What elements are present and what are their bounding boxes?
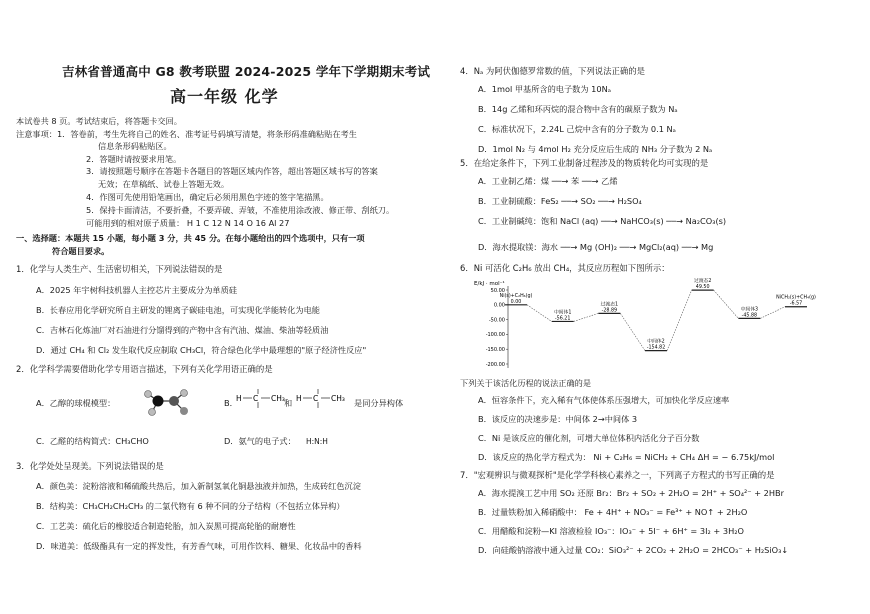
svg-text:H: H (296, 394, 302, 403)
state-value-label: -45.88 (741, 313, 758, 319)
instruction-line: 无效；在草稿纸、试卷上答题无效。 (98, 179, 230, 189)
instruction-line: 5．保持卡面清洁，不要折叠，不要弄破、弄皱，不准使用涂改液、修正带、刮纸刀。 (86, 205, 395, 215)
chart-ylabel: E/kJ · mol⁻¹ (474, 281, 505, 287)
q3-option-d: D．味道美：低级酯具有一定的挥发性，有芳香气味，可用作饮料、糖果、化妆品中的香料 (36, 541, 362, 551)
instruction-line: 信息条形码粘贴区。 (98, 141, 172, 151)
q1-option-c: C．吉林石化炼油厂对石油进行分馏得到的产物中含有汽油、煤油、柴油等轻质油 (36, 325, 329, 335)
q5-option-c: C．工业制碱纯：饱和 NaCl (aq) ──→ NaHCO₃(s) ──→ Na₂CO₃(s) (478, 216, 727, 226)
y-tick-label: -100.00 (485, 332, 505, 339)
atomic-mass-line: 可能用到的相对原子质量： H 1 C 12 N 14 O 16 Al 27 (86, 218, 290, 228)
q4-option-a: A．1mol 甲基所含的电子数为 10Nₐ (478, 84, 611, 94)
svg-text:C: C (313, 394, 319, 403)
q1-option-b: B．长春应用化学研究所自主研发的锂离子碳硅电池，可实现化学能转化为电能 (36, 305, 320, 315)
q2-option-c: C．乙醛的结构简式：CH₃CHO (36, 436, 149, 446)
q7-option-d: D．向硅酸钠溶液中通入过量 CO₂：SiO₃²⁻ + 2CO₂ + 2H₂O = 2HCO₃⁻ + H₂SiO₃↓ (478, 545, 789, 555)
instruction-line: 3．请按照题号顺序在答题卡各题目的答题区域内作答，超出答题区域书写的答案 (86, 166, 378, 176)
state-label: NiCH₂(s)+CH₄(g) (776, 295, 816, 301)
energy-connector (667, 290, 692, 350)
state-value-label: -28.89 (601, 308, 618, 314)
state-label: 过渡态2 (693, 279, 712, 285)
instruction-line: 4．作图可先使用铅笔画出，确定后必须用黑色字迹的签字笔描黑。 (86, 192, 329, 202)
structural-formula-2 (294, 386, 356, 420)
q1-option-a: A．2025 年宇树科技机器人主控芯片主要成分为单质硅 (36, 285, 237, 295)
svg-text:CH₃: CH₃ (331, 394, 345, 403)
q3-option-c: C．工艺美：硫化后的橡胶适合制造轮胎，加入炭黑可提高轮胎的耐磨性 (36, 521, 296, 531)
state-value-label: -56.21 (554, 316, 571, 322)
q2-option-a: A．乙醇的球棍模型： (36, 398, 116, 408)
y-tick-label: -200.00 (485, 361, 505, 368)
q2-option-b-suffix: 是同分异构体 (354, 398, 404, 408)
energy-profile-chart (472, 278, 816, 370)
svg-text:H: H (236, 394, 242, 403)
q2-stem: 2．化学科学需要借助化学专用语言描述，下列有关化学用语正确的是 (16, 364, 273, 374)
state-value-label: 0.00 (510, 299, 522, 305)
y-tick-label: 0.00 (493, 302, 505, 309)
q7-option-a: A．海水提溴工艺中用 SO₂ 还原 Br₂：Br₂ + SO₂ + 2H₂O = 2H⁺ + SO₄²⁻ + 2HBr (478, 488, 785, 498)
instruction-line: 本试卷共 8 页。考试结束后，将答题卡交回。 (16, 116, 182, 126)
q7-option-b: B．过量铁粉加入稀硝酸中： Fe + 4H⁺ + NO₃⁻ = Fe³⁺ + NO↑ + 2H₂O (478, 507, 748, 517)
energy-connector (574, 313, 599, 321)
q6-option-b: B．该反应的决速步是：中间体 2→中间体 3 (478, 414, 638, 424)
q2-option-d: D．氨气的电子式： (224, 436, 296, 446)
q4-option-b: B．14g 乙烯和环丙烷的混合物中含有的碳原子数为 Nₐ (478, 104, 678, 114)
q6-option-c: C．Ni 是该反应的催化剂，可增大单位体积内活化分子百分数 (478, 433, 700, 443)
instruction-line: 注意事项：1．答卷前，考生先将自己的姓名、准考证号码填写清楚，将条形码准确粘贴在考生 (16, 129, 357, 139)
q6-option-a: A．恒容条件下，充入稀有气体使体系压强增大，可加快化学反应速率 (478, 395, 730, 405)
q2-option-b-and: 和 (284, 398, 293, 408)
y-tick-label: -50.00 (488, 317, 505, 324)
q6-option-d: D．该反应的热化学方程式为： Ni + C₂H₆ = NiCH₂ + CH₄ ΔH = − 6.75kJ/mol (478, 452, 775, 462)
state-value-label: -6.57 (789, 301, 803, 307)
section-heading: 一、选择题：本题共 15 小题，每小题 3 分，共 45 分。在每小题给出的四个选项中，只有一项 (16, 233, 365, 243)
q1-stem: 1．化学与人类生产、生活密切相关，下列说法错误的是 (16, 264, 223, 274)
q2-option-b-label: B． (224, 398, 238, 408)
q5-option-d: D．海水提取镁：海水 ──→ Mg (OH)₂ ──→ MgCl₂(aq) ──→ Mg (478, 242, 714, 252)
exam-title: 吉林省普通高中 G8 教考联盟 2024-2025 学年下学期期末考试 (62, 64, 431, 79)
q4-stem: 4．Nₐ 为阿伏伽德罗常数的值，下列说法正确的是 (460, 66, 646, 76)
state-label: 中间体1 (553, 310, 572, 316)
y-tick-label: 50.00 (490, 287, 505, 294)
q3-option-b: B．结构美：CH₃CH₂CH₂CH₃ 的二氯代物有 6 种不同的分子结构（不包括立体异构） (36, 501, 345, 511)
q6-stem: 6．Ni 可活化 C₂H₆ 放出 CH₄，其反应历程如下图所示： (460, 263, 670, 273)
energy-connector (760, 307, 785, 319)
y-tick-label: -150.00 (485, 347, 505, 353)
q1-option-d: D．通过 CH₄ 和 Cl₂ 发生取代反应制取 CH₃Cl，符合绿色化学中最理想的"原子经济性反应" (36, 345, 367, 355)
q3-option-a: A．颜色美：淀粉溶液和稀硫酸共热后，加入新制氢氧化铜悬浊液并加热，生成砖红色沉淀 (36, 481, 361, 491)
q7-option-c: C．用醋酸和淀粉—KI 溶液检验 IO₃⁻：IO₃⁻ + 5I⁻ + 6H⁺ = 3I₂ + 3H₂O (478, 526, 744, 536)
state-value-label: -154.82 (646, 345, 666, 351)
state-label: 过渡态1 (600, 302, 619, 308)
state-label: 中间体2 (647, 339, 665, 345)
q3-stem: 3．化学处处呈现美。下列说法错误的是 (16, 461, 164, 471)
nh3-electron-formula: H:N:H (306, 437, 328, 446)
svg-text:C: C (253, 394, 259, 403)
energy-connector (714, 290, 739, 318)
state-label: 中间体3 (740, 307, 759, 313)
q5-stem: 5．在给定条件下，下列工业制备过程涉及的物质转化均可实现的是 (460, 158, 709, 168)
state-label: Ni(s)+C₂H₆(g) (499, 293, 533, 299)
exam-subtitle: 高一年级 化学 (170, 87, 279, 106)
q5-option-a: A．工业制乙烯：煤 ──→ 苯 ──→ 乙烯 (478, 176, 618, 186)
energy-connector (620, 313, 645, 350)
energy-connector (527, 305, 552, 322)
state-value-label: 49.50 (695, 285, 710, 291)
svg-text:CH₃: CH₃ (271, 394, 285, 403)
q7-stem: 7．"宏观辨识与微观探析"是化学学科核心素养之一，下列离子方程式的书写正确的是 (460, 470, 775, 480)
q4-option-d: D．1mol N₂ 与 4mol H₂ 充分反应后生成的 NH₃ 分子数为 2 Nₐ (478, 144, 713, 154)
section-heading: 符合题目要求。 (52, 246, 110, 256)
ethanol-ball-stick-model (140, 384, 192, 418)
instruction-line: 2．答题时请按要求用笔。 (86, 154, 182, 164)
q4-option-c: C．标准状况下，2.24L 己烷中含有的分子数为 0.1 Nₐ (478, 124, 676, 134)
q5-option-b: B．工业制硫酸：FeS₂ ──→ SO₂ ──→ H₂SO₄ (478, 196, 642, 206)
q6-intro: 下列关于该活化历程的说法正确的是 (460, 378, 592, 388)
